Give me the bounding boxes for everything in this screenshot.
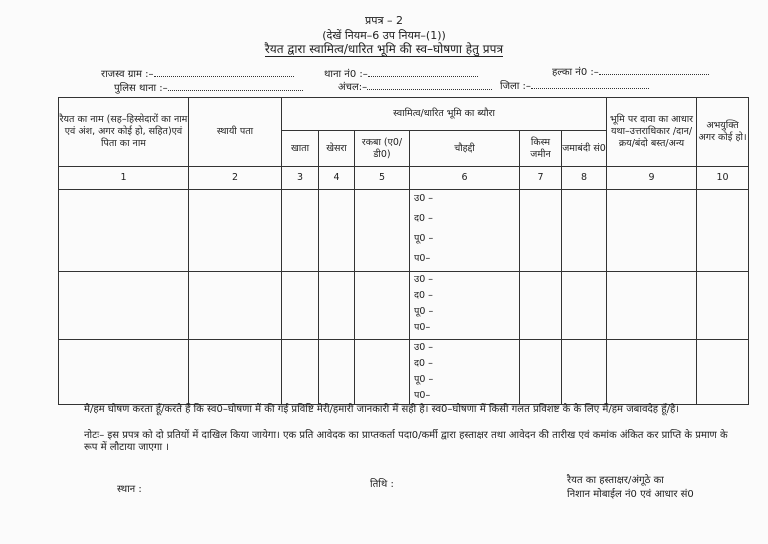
form-number: प्रपत्र – 2 [364, 14, 404, 27]
south-label: द0 – [414, 213, 433, 224]
col-number: 9 [607, 167, 697, 190]
col-number: 8 [562, 167, 607, 190]
halka-no-label: हल्का नं0 :– [552, 67, 599, 78]
claim-basis-cell[interactable] [607, 190, 697, 272]
district-label: जिला :– [500, 81, 531, 92]
chauhaddi-cell[interactable] [410, 272, 520, 340]
rakba-cell[interactable] [355, 340, 410, 405]
police-station-field[interactable] [114, 81, 303, 95]
east-label: पू0 – [414, 306, 434, 317]
col-khesra-header: खेसरा [319, 131, 355, 167]
district-field[interactable] [500, 79, 649, 93]
jamabandi-cell[interactable] [562, 272, 607, 340]
address-cell[interactable] [189, 340, 282, 405]
col-number: 10 [697, 167, 749, 190]
col-number: 6 [410, 167, 520, 190]
revenue-village-field[interactable] [101, 67, 294, 81]
remarks-cell[interactable] [697, 272, 749, 340]
chauhaddi-cell[interactable] [410, 190, 520, 272]
note-text: नोटः– इस प्रपत्र को दो प्रतियों में दाखिल किया जायेगा। एक प्रति आवेदक का प्राप्तकर्ता पदा0/कर्मी द्वारा हस्ताक्षर तथा आवेदन की तारीख एवं कमांक अंकित कर प्राप्ति के प्रमाण के रूप में लौटाया जाएगा । [84, 430, 728, 453]
police-station-blank[interactable] [168, 81, 303, 91]
address-cell[interactable] [189, 190, 282, 272]
land-details-header: स्वामित्व/धारित भूमि का ब्यौरा [282, 98, 607, 131]
remarks-cell[interactable] [697, 340, 749, 405]
claim-basis-cell[interactable] [607, 340, 697, 405]
thana-no-blank[interactable] [368, 67, 478, 77]
anchal-blank[interactable] [367, 80, 492, 90]
west-label: प0– [414, 253, 431, 264]
anchal-field[interactable] [338, 80, 492, 94]
rule-reference: (देखें नियम–6 उप नियम–(1)) [322, 29, 446, 42]
col-remarks-header: अभयुक्ति अगर कोई हो। [697, 98, 749, 167]
revenue-village-blank[interactable] [154, 67, 294, 77]
declaration-text: मै/हम घोषण करता हूँ/करते हैं कि स्व0–घोषणा में की गई प्रविष्टि मेरी/हमारी जानकारी में सही है। स्व0–घोषणा में किसी गलत प्रविशष्ट के के लिए मैं/हम जबावदेह हूँ/है। [84, 404, 680, 415]
east-label: पू0 – [414, 233, 434, 244]
raiyat-name-cell[interactable] [59, 190, 189, 272]
col-claim-basis-header: भूमि पर दावा का आधार यथा–उत्तराधिकार /दान/क्रय/बंदो बस्त/अन्य [607, 98, 697, 167]
anchal-label: अंचल:– [338, 82, 368, 93]
halka-no-field[interactable] [552, 65, 709, 79]
form-title [0, 43, 768, 56]
west-label: प0– [414, 390, 431, 401]
column-number-row [59, 167, 749, 190]
khesra-cell[interactable] [319, 272, 355, 340]
land-declaration-table [58, 97, 749, 405]
col-khata-header: खाता [282, 131, 319, 167]
revenue-village-label: राजस्व ग्राम :– [101, 69, 154, 80]
col-number: 4 [319, 167, 355, 190]
north-label: उ0 – [414, 274, 434, 285]
police-station-label: पुलिस थाना :– [114, 83, 168, 94]
col-number: 3 [282, 167, 319, 190]
form-title-text: रैयत द्वारा स्वामित्व/धारित भूमि की स्व–घोषणा हेतु प्रपत्र [264, 42, 504, 56]
col-chauhaddi-header: चौहद्दी [410, 131, 520, 167]
col-number: 5 [355, 167, 410, 190]
raiyat-name-cell[interactable] [59, 272, 189, 340]
col-raiyat-name-header: रैयत का नाम (सह–हिस्सेदारों का नाम एवं अंश, अगर कोई हो, सहित)एवं पिता का नाम [59, 98, 189, 167]
col-address-header: स्थायी पता [189, 98, 282, 167]
place-label: स्थान : [117, 484, 142, 495]
table-row [59, 190, 749, 272]
col-kism-jamin-header: किस्म जमीन [520, 131, 562, 167]
col-number: 2 [189, 167, 282, 190]
kism-jamin-cell[interactable] [520, 190, 562, 272]
col-number: 7 [520, 167, 562, 190]
halka-no-blank[interactable] [599, 65, 709, 75]
col-number: 1 [59, 167, 189, 190]
district-blank[interactable] [531, 79, 649, 89]
jamabandi-cell[interactable] [562, 340, 607, 405]
khesra-cell[interactable] [319, 340, 355, 405]
claim-basis-cell[interactable] [607, 272, 697, 340]
rakba-cell[interactable] [355, 272, 410, 340]
khata-cell[interactable] [282, 272, 319, 340]
thana-no-label: थाना नं0 :– [324, 69, 368, 80]
remarks-cell[interactable] [697, 190, 749, 272]
col-rakba-header: रकबा (ए0/डी0) [355, 131, 410, 167]
col-jamabandi-header: जमाबंदी सं0 [562, 131, 607, 167]
signature-label-line2: निशान मोबाईल नं0 एवं आधार सं0 [567, 489, 694, 500]
khata-cell[interactable] [282, 340, 319, 405]
signature-label-line1: रैयत का हस्ताक्षर/अंगूठे का [567, 475, 664, 486]
table-row [59, 340, 749, 405]
address-cell[interactable] [189, 272, 282, 340]
south-label: द0 – [414, 358, 433, 369]
khesra-cell[interactable] [319, 190, 355, 272]
raiyat-name-cell[interactable] [59, 340, 189, 405]
south-label: द0 – [414, 290, 433, 301]
date-label: तिथि : [370, 479, 394, 490]
thana-no-field[interactable] [324, 67, 478, 81]
rakba-cell[interactable] [355, 190, 410, 272]
north-label: उ0 – [414, 342, 434, 353]
kism-jamin-cell[interactable] [520, 340, 562, 405]
west-label: प0– [414, 322, 431, 333]
table-row [59, 272, 749, 340]
kism-jamin-cell[interactable] [520, 272, 562, 340]
jamabandi-cell[interactable] [562, 190, 607, 272]
chauhaddi-cell[interactable] [410, 340, 520, 405]
khata-cell[interactable] [282, 190, 319, 272]
north-label: उ0 – [414, 193, 434, 204]
east-label: पू0 – [414, 374, 434, 385]
